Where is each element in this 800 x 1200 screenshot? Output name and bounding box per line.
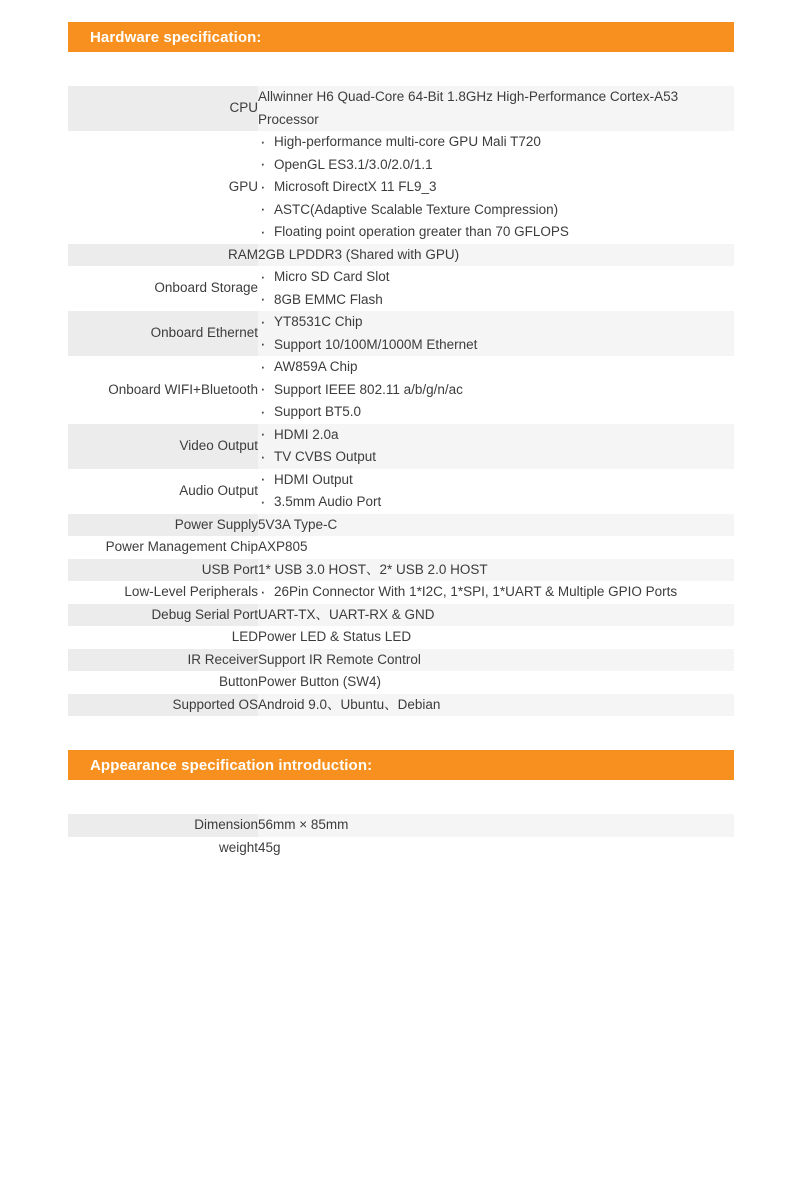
table-row <box>68 311 734 356</box>
section-title-appearance: Appearance specification introduction: <box>90 756 373 774</box>
spec-label: Power Management Chip <box>68 536 258 559</box>
section-header-appearance <box>68 750 734 780</box>
spec-bullet-item: · HDMI Output <box>258 469 734 492</box>
spec-label: Audio Output <box>68 469 258 514</box>
spec-value: Android 9.0、Ubuntu、Debian <box>258 694 734 717</box>
section-hardware <box>68 22 734 716</box>
table-row <box>68 266 734 311</box>
spec-value: Power Button (SW4) <box>258 671 734 694</box>
section-title-hardware: Hardware specification: <box>90 28 262 46</box>
table-row <box>68 356 734 424</box>
table-row <box>68 671 734 694</box>
spec-value: Power LED & Status LED <box>258 626 734 649</box>
spec-value: UART-TX、UART-RX & GND <box>258 604 734 627</box>
spec-value: 45g <box>258 837 734 860</box>
hardware-spec-table-body <box>68 86 734 716</box>
spec-value: 1* USB 3.0 HOST、2* USB 2.0 HOST <box>258 559 734 582</box>
spec-label: USB Port <box>68 559 258 582</box>
spec-bullet-item: · Micro SD Card Slot <box>258 266 734 289</box>
spec-bullet-list <box>258 424 734 469</box>
spec-label: Debug Serial Port <box>68 604 258 627</box>
spec-value <box>258 469 734 514</box>
table-row <box>68 837 734 860</box>
spec-value <box>258 131 734 244</box>
spec-label: Onboard WIFI+Bluetooth <box>68 356 258 424</box>
spec-label: RAM <box>68 244 258 267</box>
spec-value: 56mm × 85mm <box>258 814 734 837</box>
spec-label: Video Output <box>68 424 258 469</box>
header-table-spacer-appearance <box>68 780 734 814</box>
hardware-spec-table <box>68 86 734 716</box>
spec-value: 2GB LPDDR3 (Shared with GPU) <box>258 244 734 267</box>
spec-bullet-item: · 26Pin Connector With 1*I2C, 1*SPI, 1*UART & Multiple GPIO Ports <box>258 581 734 604</box>
table-row <box>68 649 734 672</box>
table-row <box>68 244 734 267</box>
spec-bullet-item: · Support IEEE 802.11 a/b/g/n/ac <box>258 379 734 402</box>
spec-value: AXP805 <box>258 536 734 559</box>
spec-value <box>258 266 734 311</box>
spec-bullet-list <box>258 131 734 244</box>
spec-bullet-item: · ASTC(Adaptive Scalable Texture Compression) <box>258 199 734 222</box>
spec-label: Low-Level Peripherals <box>68 581 258 604</box>
spec-label: Button <box>68 671 258 694</box>
spec-bullet-item: · Support 10/100M/1000M Ethernet <box>258 334 734 357</box>
spec-label: GPU <box>68 131 258 244</box>
appearance-spec-table <box>68 814 734 859</box>
spec-bullet-item: · Support BT5.0 <box>258 401 734 424</box>
spec-bullet-list <box>258 266 734 311</box>
spec-label: Dimension <box>68 814 258 837</box>
section-appearance <box>68 750 734 859</box>
spec-label: Onboard Ethernet <box>68 311 258 356</box>
spec-bullet-item: · Floating point operation greater than 70 GFLOPS <box>258 221 734 244</box>
spec-bullet-list <box>258 581 734 604</box>
table-row <box>68 581 734 604</box>
spec-value: 5V3A Type-C <box>258 514 734 537</box>
spec-bullet-item: · TV CVBS Output <box>258 446 734 469</box>
spec-value <box>258 356 734 424</box>
spec-label: CPU <box>68 86 258 131</box>
spec-label: Power Supply <box>68 514 258 537</box>
appearance-spec-table-body <box>68 814 734 859</box>
table-row <box>68 814 734 837</box>
spec-bullet-item: · 8GB EMMC Flash <box>258 289 734 312</box>
table-row <box>68 694 734 717</box>
spec-bullet-list <box>258 311 734 356</box>
table-row <box>68 604 734 627</box>
spec-label: Supported OS <box>68 694 258 717</box>
spec-bullet-list <box>258 469 734 514</box>
spec-value: Allwinner H6 Quad-Core 64-Bit 1.8GHz High-Performance Cortex-A53 Processor <box>258 86 734 131</box>
section-spacer <box>0 716 800 750</box>
table-row <box>68 626 734 649</box>
table-row <box>68 559 734 582</box>
spec-label: IR Receiver <box>68 649 258 672</box>
spec-bullet-item: · OpenGL ES3.1/3.0/2.0/1.1 <box>258 154 734 177</box>
spec-label: weight <box>68 837 258 860</box>
top-spacer <box>0 0 800 22</box>
spec-bullet-item: · 3.5mm Audio Port <box>258 491 734 514</box>
section-header-hardware <box>68 22 734 52</box>
table-row <box>68 514 734 537</box>
spec-bullet-item: · Microsoft DirectX 11 FL9_3 <box>258 176 734 199</box>
table-row <box>68 469 734 514</box>
spec-value <box>258 424 734 469</box>
header-table-spacer-hardware <box>68 52 734 86</box>
spec-label: Onboard Storage <box>68 266 258 311</box>
spec-bullet-item: · High-performance multi-core GPU Mali T720 <box>258 131 734 154</box>
spec-value: Support IR Remote Control <box>258 649 734 672</box>
table-row <box>68 424 734 469</box>
table-row <box>68 131 734 244</box>
spec-bullet-item: · HDMI 2.0a <box>258 424 734 447</box>
spec-label: LED <box>68 626 258 649</box>
table-row <box>68 536 734 559</box>
spec-value <box>258 581 734 604</box>
spec-bullet-item: · AW859A Chip <box>258 356 734 379</box>
spec-bullet-list <box>258 356 734 424</box>
table-row <box>68 86 734 131</box>
spec-value <box>258 311 734 356</box>
spec-bullet-item: · YT8531C Chip <box>258 311 734 334</box>
